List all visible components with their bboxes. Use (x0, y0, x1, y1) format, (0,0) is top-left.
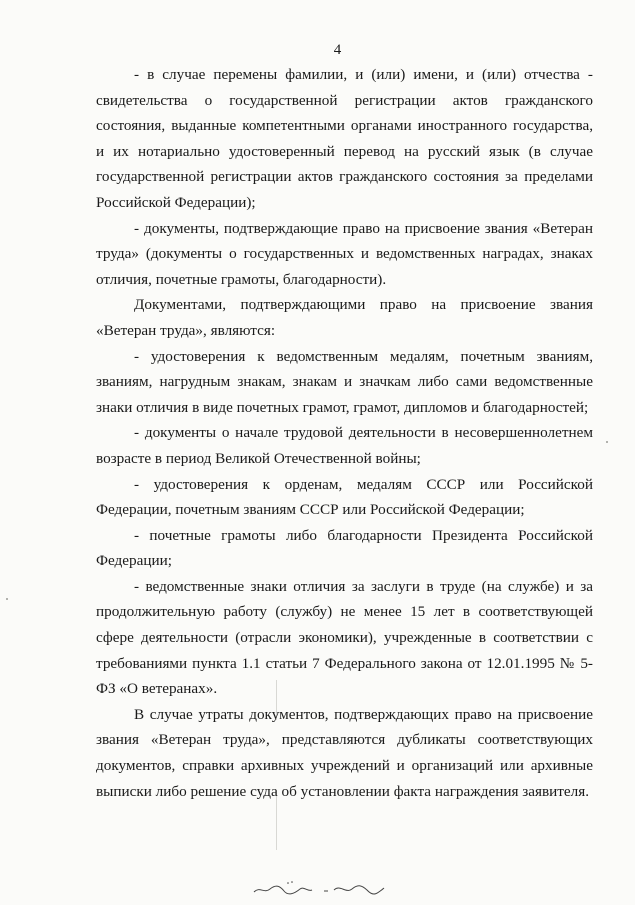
handwritten-signature (250, 880, 390, 896)
paragraph-lost-documents: В случае утраты документов, подтверждающих право на присвоение звания «Ветеран труда», представляются дубликаты соответствующих документов, справки архивных учреждений и организаций или архивные выписки либо решение суда об установлении факта награждения заявителя. (96, 705, 593, 800)
scan-artifact-dot (606, 441, 608, 443)
document-body (96, 62, 593, 804)
page-number: 4 (333, 42, 342, 58)
paragraph-confirming-documents-intro: Документами, подтверждающими право на присвоение звания «Ветеран труда», являются: (96, 296, 593, 339)
scan-artifact-dot (6, 598, 8, 600)
paragraph-departmental-certificates: - удостоверения к ведомственным медалям, почетным званиям, званиям, нагрудным знакам, знакам и значкам либо сами ведомственные знаки отличия в виде почетных грамот, грамот, дипломов и благодарностей; (96, 347, 593, 416)
paragraph-veteran-title-documents: - документы, подтверждающие право на присвоение звания «Ветеран труда» (документы о государственных и ведомственных наградах, знаках отличия, почетные грамоты, благодарности). (96, 219, 593, 288)
paragraph-departmental-insignia: - ведомственные знаки отличия за заслуги в труде (на службе) и за продолжительную работу (службу) не менее 15 лет в соответствующей сфере деятельности (отрасли экономики), учрежденные в соответствии с требованиями пункта 1.1 статьи 7 Федерального закона от 12.01.1995 № 5-ФЗ «О ветеранах». (96, 577, 593, 698)
paragraph-name-change-documents: - в случае перемены фамилии, и (или) имени, и (или) отчества - свидетельства о государственной регистрации актов гражданского состояния, выданные компетентными органами иностранного государства, и их нотариально удостоверенный перевод на русский язык (в случае государственной регистрации актов гражданского состояния за пределами Российской Федерации); (96, 66, 593, 211)
paragraph-wartime-labor-documents: - документы о начале трудовой деятельности в несовершеннолетнем возрасте в период Великой Отечественной войны; (96, 424, 593, 467)
paragraph-presidential-awards: - почетные грамоты либо благодарности Президента Российской Федерации; (96, 526, 593, 570)
paragraph-orders-medals-certificates: - удостоверения к орденам, медалям СССР или Российской Федерации, почетным званиям СССР или Российской Федерации; (96, 475, 593, 519)
